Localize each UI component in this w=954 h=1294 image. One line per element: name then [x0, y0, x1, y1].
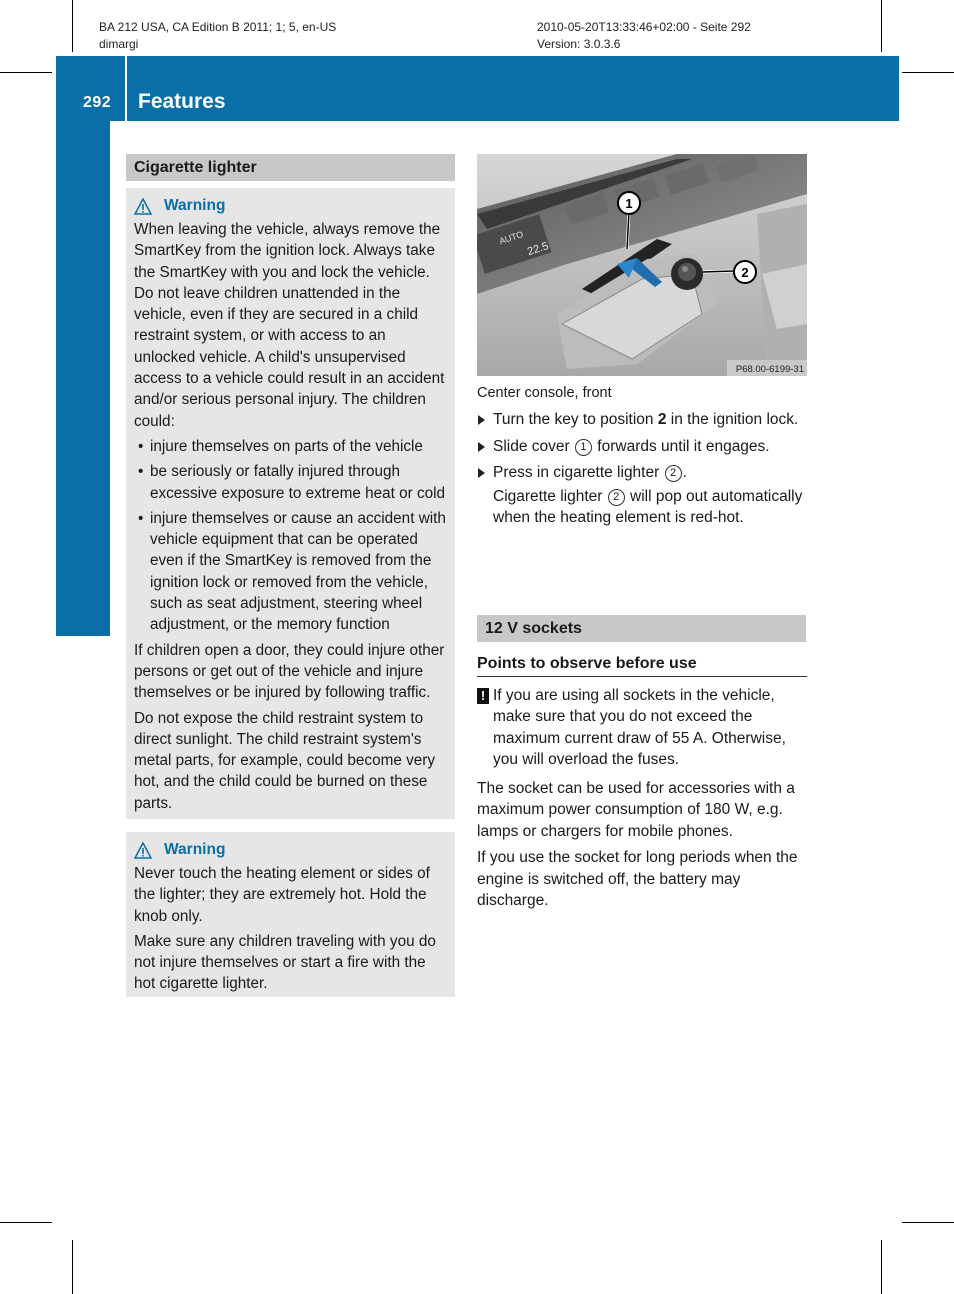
section-title: Features: [138, 90, 226, 113]
page-number: 292: [83, 94, 112, 111]
center-console-illustration: [477, 154, 807, 376]
body-text: The socket can be used for accessories with a maximum power consumption of 180 W, e.g. lamps or chargers for mobile phones.: [477, 779, 795, 840]
step-text: forwards until it engages.: [592, 437, 770, 455]
callout-ref: 2: [665, 465, 682, 482]
warning-text: If children open a door, they could injure other persons or get out of the vehicle and injure themselves or be injured by following traffic.: [134, 641, 445, 702]
caution-icon: !: [477, 688, 489, 704]
callout-1: 1: [625, 196, 633, 211]
bullet-item: • injure themselves on parts of the vehicle: [134, 436, 447, 457]
warning-text: Never touch the heating element or sides of the lighter; they are extremely hot. Hold the knob only.: [134, 865, 430, 925]
print-meta-right: [537, 19, 751, 53]
crop-mark: [881, 0, 882, 52]
panel-temp-text: 22.5: [526, 240, 551, 259]
bullet-item: • injure themselves or cause an accident with vehicle equipment that can be operated even if the SmartKey is removed from the ignition lock or removed from the vehicle, such as seat adjustment, steering wheel adjustment, or the memory function: [134, 508, 447, 636]
warning-label: Warning: [164, 841, 226, 859]
step-bold: 2: [657, 411, 667, 428]
step-item: [477, 436, 807, 458]
warning-box: [126, 832, 455, 997]
step-text: will pop out automatically when the heating element is red-hot.: [493, 487, 803, 526]
step-arrow-icon: [478, 468, 485, 478]
callout-ref: 1: [575, 439, 592, 456]
caution-text: If you are using all sockets in the vehicle, make sure that you do not exceed the maximum current draw of 55 A. Otherwise, you will overload the fuses.: [493, 686, 786, 768]
crop-mark: [72, 1240, 73, 1294]
warning-text: When leaving the vehicle, always remove the SmartKey from the ignition lock. Always take the SmartKey with you and lock the vehicle. Do not leave children unattended in the vehicle, even if they are secured in a child restraint system, or with access to an unlocked vehicle. A child's unsupervised access to a vehicle could result in an accident and/or serious personal injury. The children could:: [134, 221, 445, 430]
print-meta-left: [99, 19, 336, 53]
sockets-section: [477, 653, 807, 912]
step-item: [477, 409, 807, 431]
warning-box: [126, 188, 455, 819]
meta-left-line1: BA 212 USA, CA Edition B 2011; 1; 5, en-US: [99, 20, 337, 34]
callout-2: 2: [741, 265, 749, 280]
callout-ref: 2: [608, 489, 625, 506]
crop-mark: [0, 72, 52, 73]
caution-note: [477, 685, 807, 771]
step-arrow-icon: [478, 442, 485, 452]
warning-heading: [134, 194, 447, 218]
chapter-label-wrap: [76, 121, 106, 591]
step-text: Press in cigarette lighter: [493, 464, 664, 481]
sockets-subheading: Points to observe before use: [477, 653, 807, 677]
body-text: If you use the socket for long periods when the engine is switched off, the battery may discharge.: [477, 849, 798, 909]
steps-list: [477, 409, 807, 529]
warning-triangle-icon: [134, 198, 152, 215]
warning-heading: [134, 838, 447, 862]
crop-mark: [902, 1222, 954, 1223]
step-item: [477, 462, 807, 529]
warning-text: Make sure any children traveling with you do not injure themselves or start a fire with the hot cigarette lighter.: [134, 932, 436, 993]
step-text: .: [682, 464, 687, 481]
warning-label: Warning: [164, 197, 226, 215]
meta-right-line2: Version: 3.0.3.6: [537, 37, 621, 51]
warning-triangle-icon: [134, 842, 152, 859]
crop-mark: [0, 1222, 52, 1223]
figure-code: P68.00-6199-31: [735, 364, 804, 375]
bullet-item: • be seriously or fatally injured through excessive exposure to extreme heat or cold: [134, 461, 447, 504]
meta-left-line2: dimargi: [99, 37, 139, 51]
figure-caption: Center console, front: [477, 385, 612, 401]
crop-mark: [881, 1240, 882, 1294]
center-console-photo: [477, 154, 807, 376]
panel-auto-text: AUTO: [497, 229, 525, 247]
chapter-label: Loading, stowing and features: [76, 248, 102, 581]
sockets-heading: 12 V sockets: [477, 615, 806, 642]
step-text: Turn the key to position: [493, 411, 658, 428]
header-separator: [125, 56, 127, 121]
warning-bullets: [134, 436, 447, 636]
crop-mark: [902, 72, 954, 73]
step-text: Slide cover: [493, 437, 574, 455]
step-arrow-icon: [478, 415, 485, 425]
crop-mark: [72, 0, 73, 52]
step-text: Cigarette lighter: [493, 487, 607, 505]
step-text: in the ignition lock.: [666, 411, 799, 428]
cigarette-lighter-heading: Cigarette lighter: [126, 154, 455, 181]
warning-text: Do not expose the child restraint system to direct sunlight. The child restraint system's metal parts, for example, could become very hot, and the child could be burned on these parts.: [134, 709, 435, 812]
meta-right-line1: 2010-05-20T13:33:46+02:00 - Seite 292: [537, 20, 751, 34]
step-result: [493, 486, 807, 529]
